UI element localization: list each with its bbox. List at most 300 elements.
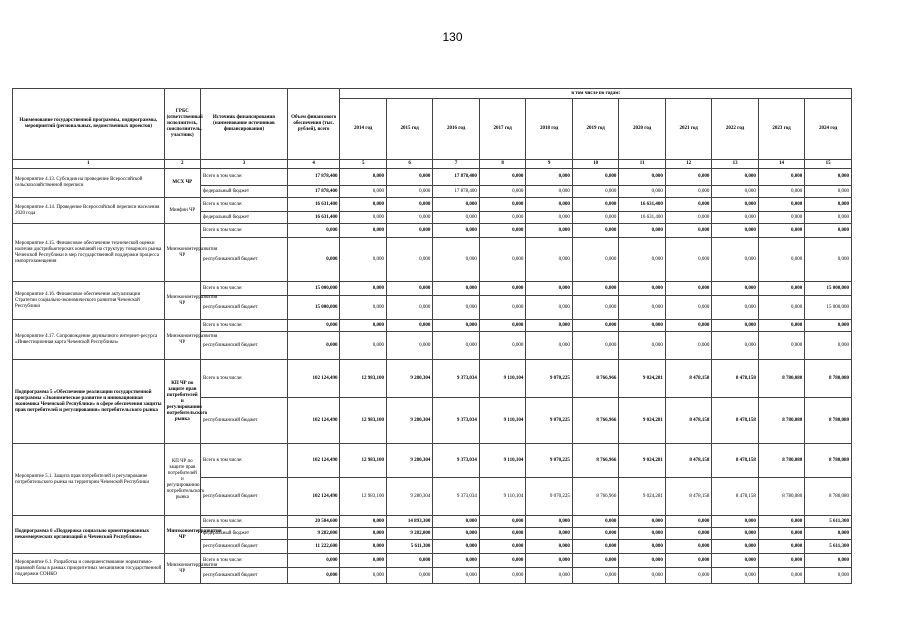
funding-source-cell: республиканский бюджет <box>200 478 287 516</box>
total-cell: 102 124,490 <box>287 398 340 444</box>
year-value-cell: 0,000 <box>758 238 804 282</box>
year-value-cell: 9 282,000 <box>386 528 432 540</box>
grbs-cell: Минфин ЧР <box>164 198 200 224</box>
year-value-cell: 0,000 <box>758 516 804 528</box>
year-value-cell: 0,000 <box>712 282 758 296</box>
year-value-cell: 0,000 <box>526 212 572 224</box>
year-value-cell: 0,000 <box>758 169 804 186</box>
year-value-cell: 0,000 <box>479 212 525 224</box>
year-value-cell: 9 024,281 <box>619 444 665 478</box>
column-index: 10 <box>572 160 618 169</box>
year-value-cell: 0,000 <box>665 332 711 360</box>
column-index: 15 <box>805 160 852 169</box>
program-name-cell: Мероприятие 4.15. Финансовое обеспечение технической оценки наличия дистрибьютерских компаний на структуру товарного рынка Чеченской Республики и мер государственной поддержки процесса импортозамещения <box>13 224 165 282</box>
budget-table <box>12 88 852 584</box>
year-value-cell: 0,000 <box>386 224 432 238</box>
year-value-cell: 9 373,034 <box>433 444 479 478</box>
total-cell: 15 000,000 <box>287 296 340 320</box>
year-value-cell: 0,000 <box>479 320 525 332</box>
year-value-cell: 0,000 <box>712 238 758 282</box>
year-value-cell: 0,000 <box>479 528 525 540</box>
year-value-cell: 0,000 <box>340 554 386 568</box>
year-value-cell: 5 611,300 <box>805 540 852 554</box>
header-year: 2023 год <box>758 99 804 160</box>
funding-source-cell: Всего в том числе: <box>200 554 287 568</box>
year-value-cell: 0,000 <box>526 198 572 212</box>
year-value-cell: 0,000 <box>526 238 572 282</box>
year-value-cell: 0,000 <box>340 528 386 540</box>
funding-source-cell: Всего в том числе: <box>200 320 287 332</box>
year-value-cell: 0,000 <box>758 198 804 212</box>
year-value-cell: 0,000 <box>340 320 386 332</box>
year-value-cell: 8 780,080 <box>805 478 852 516</box>
year-value-cell: 0,000 <box>805 169 852 186</box>
year-value-cell: 8 780,080 <box>805 398 852 444</box>
total-cell: 0,000 <box>287 224 340 238</box>
year-value-cell: 0,000 <box>665 540 711 554</box>
year-value-cell: 0,000 <box>572 186 618 198</box>
total-cell: 15 000,000 <box>287 282 340 296</box>
program-name-cell: Подпрограмма 5 «Обеспечение реализации государственной программы «Экономическое развитие и инновационная экономика Чеченской Республики» в сфере обеспечения защиты прав потребителей и регулирования» потребительского рынка <box>13 360 165 444</box>
year-value-cell: 0,000 <box>758 528 804 540</box>
year-value-cell: 9 070,225 <box>526 444 572 478</box>
year-value-cell: 0,000 <box>805 320 852 332</box>
year-value-cell: 0,000 <box>619 238 665 282</box>
year-value-cell: 0,000 <box>805 332 852 360</box>
year-value-cell: 0,000 <box>572 540 618 554</box>
year-value-cell: 0,000 <box>526 320 572 332</box>
year-value-cell: 9 373,034 <box>433 360 479 398</box>
year-value-cell: 8 780,080 <box>758 360 804 398</box>
year-value-cell: 0,000 <box>526 332 572 360</box>
year-value-cell: 0,000 <box>479 568 525 584</box>
year-value-cell: 0,000 <box>526 516 572 528</box>
table-row <box>13 360 852 398</box>
year-value-cell: 0,000 <box>479 186 525 198</box>
grbs-cell: КП ЧР по защите прав потребителей и регулированию потребительского рынка <box>164 444 200 516</box>
total-cell: 16 631,400 <box>287 198 340 212</box>
year-value-cell: 8 780,080 <box>758 444 804 478</box>
column-index: 5 <box>340 160 386 169</box>
table-row <box>13 320 852 332</box>
funding-source-cell: Всего в том числе: <box>200 516 287 528</box>
table-row <box>13 444 852 478</box>
year-value-cell: 0,000 <box>572 568 618 584</box>
funding-source-cell: федеральный бюджет <box>200 212 287 224</box>
year-value-cell: 0,000 <box>572 554 618 568</box>
year-value-cell: 0,000 <box>712 516 758 528</box>
year-value-cell: 0,000 <box>805 224 852 238</box>
total-cell: 0,000 <box>287 332 340 360</box>
year-value-cell: 0,000 <box>712 198 758 212</box>
year-value-cell: 9 280,304 <box>386 360 432 398</box>
year-value-cell: 0,000 <box>479 332 525 360</box>
header-year: 2020 год <box>619 99 665 160</box>
year-value-cell: 0,000 <box>619 282 665 296</box>
year-value-cell: 0,000 <box>433 224 479 238</box>
year-value-cell: 0,000 <box>433 332 479 360</box>
year-value-cell: 8 780,080 <box>758 398 804 444</box>
total-cell: 9 282,000 <box>287 528 340 540</box>
year-value-cell: 0,000 <box>433 296 479 320</box>
year-value-cell: 0,000 <box>526 296 572 320</box>
header-year: 2016 год <box>433 99 479 160</box>
table-body <box>13 169 852 584</box>
total-cell: 102 124,490 <box>287 478 340 516</box>
year-value-cell: 0,000 <box>665 186 711 198</box>
year-value-cell: 9 373,034 <box>433 478 479 516</box>
year-value-cell: 16 631,400 <box>619 198 665 212</box>
header-grbs: ГРБС (ответственный исполнитель, соисполнитель, участник) <box>164 89 200 160</box>
year-value-cell: 0,000 <box>572 516 618 528</box>
year-value-cell: 0,000 <box>665 212 711 224</box>
year-value-cell: 0,000 <box>665 224 711 238</box>
year-value-cell: 9 024,281 <box>619 360 665 398</box>
year-value-cell: 0,000 <box>386 554 432 568</box>
program-name-cell: Подпрограмма 6 «Поддержка социально ориентированных некоммерческих организаций в Чеченской Республике» <box>13 516 165 554</box>
year-value-cell: 0,000 <box>712 169 758 186</box>
funding-source-cell: Всего в том числе: <box>200 360 287 398</box>
header-year: 2014 год <box>340 99 386 160</box>
year-value-cell: 0,000 <box>479 554 525 568</box>
column-index: 13 <box>712 160 758 169</box>
table-row <box>13 169 852 186</box>
year-value-cell: 0,000 <box>572 169 618 186</box>
year-value-cell: 0,000 <box>758 212 804 224</box>
year-value-cell: 0,000 <box>386 238 432 282</box>
year-value-cell: 12 983,100 <box>340 444 386 478</box>
year-value-cell: 8 766,966 <box>572 398 618 444</box>
year-value-cell: 0,000 <box>433 540 479 554</box>
year-value-cell: 8 780,080 <box>805 444 852 478</box>
table-row <box>13 198 852 212</box>
year-value-cell: 9 280,304 <box>386 478 432 516</box>
year-value-cell: 0,000 <box>572 296 618 320</box>
total-cell: 0,000 <box>287 568 340 584</box>
year-value-cell: 9 110,104 <box>479 398 525 444</box>
header-total: Объем финансового обеспечения (тыс. рублей), всего <box>287 89 340 160</box>
year-value-cell: 9 373,034 <box>433 398 479 444</box>
year-value-cell: 0,000 <box>572 198 618 212</box>
total-cell: 11 222,600 <box>287 540 340 554</box>
year-value-cell: 0,000 <box>433 568 479 584</box>
header-year: 2017 год <box>479 99 525 160</box>
total-cell: 0,000 <box>287 554 340 568</box>
grbs-cell: Минэкономтерразвития ЧР <box>164 224 200 282</box>
year-value-cell: 0,000 <box>805 238 852 282</box>
year-value-cell: 0,000 <box>386 198 432 212</box>
year-value-cell: 12 983,100 <box>340 360 386 398</box>
funding-source-cell: Всего в том числе: <box>200 282 287 296</box>
year-value-cell: 0,000 <box>665 516 711 528</box>
year-value-cell: 0,000 <box>619 296 665 320</box>
year-value-cell: 8 478,158 <box>712 360 758 398</box>
grbs-cell: КП ЧР по защите прав потребителей и регулированию потребительского рынка <box>164 360 200 444</box>
year-value-cell: 8 766,966 <box>572 444 618 478</box>
year-value-cell: 0,000 <box>386 332 432 360</box>
year-value-cell: 0,000 <box>340 540 386 554</box>
year-value-cell: 8 478,158 <box>665 444 711 478</box>
year-value-cell: 0,000 <box>433 516 479 528</box>
header-year: 2019 год <box>572 99 618 160</box>
year-value-cell: 0,000 <box>386 186 432 198</box>
funding-source-cell: федеральный бюджет <box>200 528 287 540</box>
year-value-cell: 0,000 <box>712 296 758 320</box>
year-value-cell: 0,000 <box>526 224 572 238</box>
year-value-cell: 0,000 <box>712 224 758 238</box>
header-year: 2015 год <box>386 99 432 160</box>
year-value-cell: 0,000 <box>340 169 386 186</box>
year-value-cell: 0,000 <box>665 554 711 568</box>
year-value-cell: 0,000 <box>340 516 386 528</box>
year-value-cell: 0,000 <box>758 540 804 554</box>
year-value-cell: 0,000 <box>712 568 758 584</box>
year-value-cell: 0,000 <box>805 554 852 568</box>
year-value-cell: 5 611,300 <box>386 540 432 554</box>
year-value-cell: 8 478,158 <box>712 478 758 516</box>
year-value-cell: 0,000 <box>340 332 386 360</box>
year-value-cell: 0,000 <box>619 516 665 528</box>
year-value-cell: 0,000 <box>665 320 711 332</box>
program-name-cell: Мероприятие 5.1. Защита прав потребителей и регулирование потребительского рынка на территории Чеченской Республики <box>13 444 165 516</box>
year-value-cell: 9 280,304 <box>386 398 432 444</box>
funding-source-cell: республиканский бюджет <box>200 332 287 360</box>
year-value-cell: 0,000 <box>758 554 804 568</box>
year-value-cell: 0,000 <box>712 554 758 568</box>
budget-table-wrapper <box>12 88 852 584</box>
year-value-cell: 0,000 <box>572 212 618 224</box>
funding-source-cell: Всего в том числе: <box>200 224 287 238</box>
year-value-cell: 9 280,304 <box>386 444 432 478</box>
funding-source-cell: республиканский бюджет <box>200 296 287 320</box>
total-cell: 17 878,400 <box>287 186 340 198</box>
year-value-cell: 0,000 <box>340 186 386 198</box>
year-value-cell: 0,000 <box>479 169 525 186</box>
year-value-cell: 0,000 <box>386 320 432 332</box>
year-value-cell: 12 983,100 <box>340 478 386 516</box>
column-index: 7 <box>433 160 479 169</box>
column-index: 6 <box>386 160 432 169</box>
year-value-cell: 15 000,000 <box>805 296 852 320</box>
year-value-cell: 0,000 <box>386 282 432 296</box>
funding-source-cell: федеральный бюджет <box>200 186 287 198</box>
year-value-cell: 0,000 <box>572 332 618 360</box>
year-value-cell: 0,000 <box>805 568 852 584</box>
funding-source-cell: Всего в том числе: <box>200 198 287 212</box>
year-value-cell: 0,000 <box>433 212 479 224</box>
year-value-cell: 0,000 <box>619 540 665 554</box>
year-value-cell: 14 893,300 <box>386 516 432 528</box>
year-value-cell: 17 878,400 <box>433 186 479 198</box>
year-value-cell: 0,000 <box>433 554 479 568</box>
year-value-cell: 0,000 <box>712 186 758 198</box>
funding-source-cell: республиканский бюджет <box>200 540 287 554</box>
year-value-cell: 0,000 <box>479 540 525 554</box>
year-value-cell: 0,000 <box>526 540 572 554</box>
year-value-cell: 0,000 <box>526 568 572 584</box>
year-value-cell: 5 611,300 <box>805 516 852 528</box>
year-value-cell: 0,000 <box>758 224 804 238</box>
column-index: 1 <box>13 160 165 169</box>
year-value-cell: 16 631,400 <box>619 212 665 224</box>
total-cell: 102 124,490 <box>287 360 340 398</box>
year-value-cell: 8 478,158 <box>712 444 758 478</box>
year-value-cell: 0,000 <box>665 198 711 212</box>
year-value-cell: 0,000 <box>386 169 432 186</box>
year-value-cell: 9 070,225 <box>526 478 572 516</box>
year-value-cell: 0,000 <box>712 320 758 332</box>
header-source: Источник финансирования (наименование источников финансирования) <box>200 89 287 160</box>
header-index-row <box>13 160 852 169</box>
funding-source-cell: Всего в том числе: <box>200 169 287 186</box>
year-value-cell: 0,000 <box>712 528 758 540</box>
year-value-cell: 12 983,100 <box>340 398 386 444</box>
year-value-cell: 0,000 <box>479 282 525 296</box>
year-value-cell: 0,000 <box>619 554 665 568</box>
year-value-cell: 0,000 <box>479 224 525 238</box>
total-cell: 0,000 <box>287 320 340 332</box>
funding-source-cell: республиканский бюджет <box>200 238 287 282</box>
column-index: 11 <box>619 160 665 169</box>
year-value-cell: 0,000 <box>526 528 572 540</box>
header-by-years: в том числе по годам: <box>340 89 852 99</box>
year-value-cell: 0,000 <box>758 332 804 360</box>
year-value-cell: 0,000 <box>340 212 386 224</box>
year-value-cell: 0,000 <box>665 169 711 186</box>
year-value-cell: 8 780,080 <box>805 360 852 398</box>
year-value-cell: 9 024,281 <box>619 398 665 444</box>
year-value-cell: 0,000 <box>433 238 479 282</box>
total-cell: 16 631,400 <box>287 212 340 224</box>
year-value-cell: 8 478,158 <box>665 360 711 398</box>
year-value-cell: 0,000 <box>386 296 432 320</box>
table-row <box>13 554 852 568</box>
year-value-cell: 0,000 <box>619 332 665 360</box>
page-number: 130 <box>442 30 463 44</box>
year-value-cell: 0,000 <box>619 169 665 186</box>
grbs-cell: Минэкономтерразвития ЧР <box>164 320 200 360</box>
year-value-cell: 0,000 <box>665 568 711 584</box>
total-cell: 102 124,490 <box>287 444 340 478</box>
grbs-cell: Минэкономтерразвития ЧР <box>164 554 200 584</box>
year-value-cell: 0,000 <box>572 528 618 540</box>
year-value-cell: 0,000 <box>340 296 386 320</box>
year-value-cell: 0,000 <box>479 296 525 320</box>
header-year: 2021 год <box>665 99 711 160</box>
funding-source-cell: Всего в том числе: <box>200 444 287 478</box>
funding-source-cell: республиканский бюджет <box>200 398 287 444</box>
program-name-cell: Мероприятие 4.13. Субсидия на проведение Всероссийской сельскохозяйственной переписи <box>13 169 165 198</box>
total-cell: 20 504,600 <box>287 516 340 528</box>
year-value-cell: 0,000 <box>665 296 711 320</box>
year-value-cell: 15 000,000 <box>805 282 852 296</box>
year-value-cell: 9 070,225 <box>526 360 572 398</box>
year-value-cell: 0,000 <box>619 528 665 540</box>
column-index: 12 <box>665 160 711 169</box>
year-value-cell: 8 478,158 <box>712 398 758 444</box>
year-value-cell: 17 878,400 <box>433 169 479 186</box>
year-value-cell: 0,000 <box>665 238 711 282</box>
program-name-cell: Мероприятие 6.1. Разработка и совершенствование нормативно-правовой базы в рамках приоритетных механизмов государственной поддержки СОНКО <box>13 554 165 584</box>
year-value-cell: 0,000 <box>572 320 618 332</box>
year-value-cell: 9 110,104 <box>479 478 525 516</box>
total-cell: 17 878,400 <box>287 169 340 186</box>
year-value-cell: 0,000 <box>665 282 711 296</box>
year-value-cell: 0,000 <box>526 282 572 296</box>
year-value-cell: 0,000 <box>340 224 386 238</box>
year-value-cell: 0,000 <box>572 238 618 282</box>
column-index: 4 <box>287 160 340 169</box>
year-value-cell: 0,000 <box>665 528 711 540</box>
header-year: 2024 год <box>805 99 852 160</box>
program-name-cell: Мероприятие 4.17. Сопровождение двуязычного интернет-ресурса «Инвестиционная карта Чеченской Республики» <box>13 320 165 360</box>
column-index: 8 <box>479 160 525 169</box>
year-value-cell: 0,000 <box>805 528 852 540</box>
year-value-cell: 0,000 <box>758 320 804 332</box>
program-name-cell: Мероприятие 4.16. Финансовое обеспечение актуализации Стратегии социально-экономического развития Чеченской Республики <box>13 282 165 320</box>
year-value-cell: 0,000 <box>433 320 479 332</box>
table-row <box>13 282 852 296</box>
header-year: 2022 год <box>712 99 758 160</box>
year-value-cell: 0,000 <box>572 224 618 238</box>
year-value-cell: 9 110,104 <box>479 444 525 478</box>
year-value-cell: 0,000 <box>805 198 852 212</box>
year-value-cell: 0,000 <box>340 198 386 212</box>
year-value-cell: 0,000 <box>479 198 525 212</box>
year-value-cell: 0,000 <box>340 238 386 282</box>
year-value-cell: 0,000 <box>712 212 758 224</box>
year-value-cell: 0,000 <box>758 282 804 296</box>
total-cell: 0,000 <box>287 238 340 282</box>
year-value-cell: 0,000 <box>619 320 665 332</box>
table-row <box>13 516 852 528</box>
column-index: 9 <box>526 160 572 169</box>
year-value-cell: 0,000 <box>340 282 386 296</box>
year-value-cell: 0,000 <box>433 528 479 540</box>
year-value-cell: 0,000 <box>805 186 852 198</box>
year-value-cell: 0,000 <box>433 198 479 212</box>
grbs-cell: МСХ ЧР <box>164 169 200 198</box>
year-value-cell: 0,000 <box>526 186 572 198</box>
year-value-cell: 0,000 <box>619 186 665 198</box>
year-value-cell: 8 780,080 <box>758 478 804 516</box>
year-value-cell: 0,000 <box>619 224 665 238</box>
year-value-cell: 0,000 <box>758 296 804 320</box>
year-value-cell: 0,000 <box>526 169 572 186</box>
column-index: 14 <box>758 160 804 169</box>
year-value-cell: 0,000 <box>340 568 386 584</box>
grbs-cell: Минэкономтерразвития ЧР <box>164 516 200 554</box>
year-value-cell: 8 766,966 <box>572 478 618 516</box>
year-value-cell: 8 478,158 <box>665 478 711 516</box>
year-value-cell: 0,000 <box>572 282 618 296</box>
year-value-cell: 0,000 <box>386 212 432 224</box>
year-value-cell: 8 478,158 <box>665 398 711 444</box>
year-value-cell: 0,000 <box>619 568 665 584</box>
year-value-cell: 0,000 <box>479 238 525 282</box>
year-value-cell: 0,000 <box>712 332 758 360</box>
column-index: 2 <box>164 160 200 169</box>
year-value-cell: 0,000 <box>386 568 432 584</box>
header-year: 2018 год <box>526 99 572 160</box>
year-value-cell: 0,000 <box>712 540 758 554</box>
year-value-cell: 8 766,966 <box>572 360 618 398</box>
year-value-cell: 9 024,281 <box>619 478 665 516</box>
year-value-cell: 9 110,104 <box>479 360 525 398</box>
year-value-cell: 0,000 <box>805 212 852 224</box>
year-value-cell: 0,000 <box>758 186 804 198</box>
year-value-cell: 0,000 <box>433 282 479 296</box>
